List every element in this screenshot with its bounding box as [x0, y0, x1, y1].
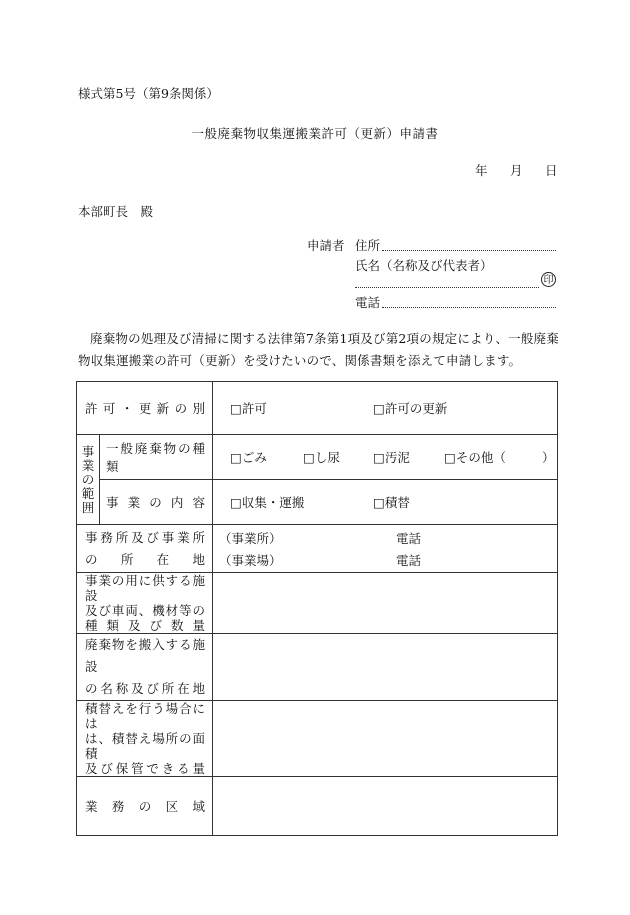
permit-type-label-cell [77, 382, 213, 435]
table-row [77, 701, 558, 777]
name-label: 氏名（名称及び代表者） [355, 258, 493, 273]
date-year-label: 年 [475, 163, 488, 178]
site-label: （事業場） [219, 553, 282, 568]
address-dotted-line[interactable] [382, 250, 556, 251]
service-area-value-cell[interactable] [213, 777, 558, 836]
office-label: （事業所） [219, 531, 282, 546]
checkbox-garbage[interactable]: □ごみ [230, 450, 267, 465]
office-location-label-cell [77, 525, 213, 573]
table-row [77, 525, 558, 573]
phone-dotted-line[interactable] [382, 307, 556, 308]
site-phone-label: 電話 [396, 553, 422, 568]
date-month-label: 月 [510, 163, 523, 178]
destination-facility-label-cell [77, 634, 213, 701]
table-row [77, 382, 558, 435]
checkbox-transshipment[interactable]: □積替 [373, 495, 410, 510]
transshipment-value-cell[interactable] [213, 701, 558, 777]
table-row [77, 573, 558, 634]
declaration-text: 廃棄物の処理及び清掃に関する法律第7条第1項及び第2項の規定により、一般廃棄物収集運搬業の許可（更新）を受けたいので、関係書類を添えて申請します。 [78, 331, 559, 368]
application-table [76, 381, 558, 836]
checkbox-collection-transport[interactable]: □収集・運搬 [230, 495, 305, 510]
business-content-options-cell [213, 480, 558, 525]
checkbox-permit[interactable]: □許可 [230, 401, 267, 416]
checkbox-sludge[interactable]: □汚泥 [373, 450, 410, 465]
name-dotted-line[interactable] [355, 287, 539, 288]
waste-type-options-cell [213, 435, 558, 480]
service-area-label: 業務の区域 [85, 799, 206, 814]
business-content-label-cell [100, 480, 213, 525]
permit-type-options-cell [213, 382, 558, 435]
office-location-label: 事務所及び事業所 の 所 在 地 [85, 529, 206, 567]
applicant-label: 申請者 [307, 238, 345, 253]
business-scope-vertical-label: 事 業 の 範 囲 [81, 443, 95, 515]
other-close-paren: ） [542, 450, 555, 465]
document-title: 一般廃棄物収集運搬業許可（更新）申請書 [191, 126, 439, 141]
service-area-label-cell [77, 777, 213, 836]
facilities-label: 事業の用に供する施設 及び車両、機材等の 種類及び数量 [85, 573, 206, 633]
facilities-label-cell [77, 573, 213, 634]
checkbox-permit-renewal[interactable]: □許可の更新 [373, 401, 448, 416]
table-row [77, 777, 558, 836]
destination-facility-label: 廃棄物を搬入する施設 の名称及び所在地 [85, 637, 206, 696]
waste-type-label: 一般廃棄物の種類 [106, 441, 206, 474]
office-location-value-cell[interactable] [213, 525, 558, 573]
waste-type-label-cell [100, 435, 213, 480]
table-row [77, 634, 558, 701]
transshipment-label-cell [77, 701, 213, 777]
address-label: 住所 [355, 238, 381, 253]
date-day-label: 日 [545, 163, 558, 178]
facilities-value-cell[interactable] [213, 573, 558, 634]
recipient: 本部町長 殿 [78, 204, 154, 219]
destination-facility-value-cell[interactable] [213, 634, 558, 701]
table-row [77, 480, 558, 525]
seal-mark: 印 [541, 272, 556, 287]
checkbox-other[interactable]: □その他（ [444, 450, 506, 465]
business-content-label: 事業の内容 [106, 495, 206, 510]
permit-type-label: 許可・更新の別 [85, 401, 206, 416]
table-row [77, 435, 558, 480]
phone-label: 電話 [355, 295, 381, 310]
business-scope-vertical-cell [77, 435, 100, 525]
transshipment-label: 積替えを行う場合には は、積替え場所の面積 及び保管できる量 [85, 701, 206, 776]
office-phone-label: 電話 [396, 531, 422, 546]
checkbox-night-soil[interactable]: □し尿 [303, 450, 340, 465]
form-number: 様式第5号（第9条関係） [78, 86, 219, 101]
